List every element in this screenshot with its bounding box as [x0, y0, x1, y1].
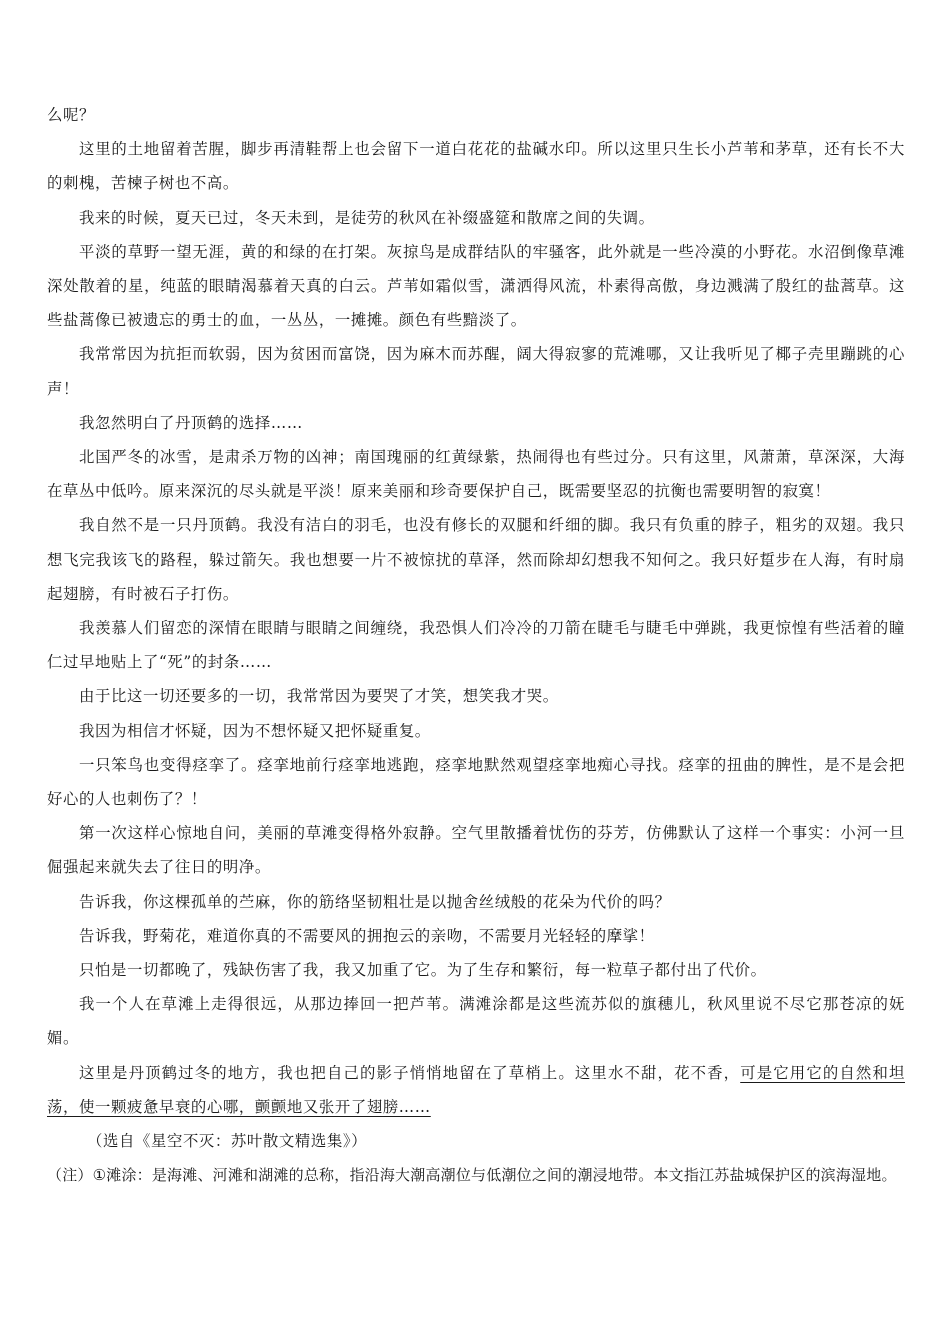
paragraph: 这里的土地留着苦腥，脚步再清鞋帮上也会留下一道白花花的盐碱水印。所以这里只生长小芦苇和茅草，还有长不大的刺槐，苦楝子树也不高。: [47, 140, 905, 193]
paragraph: 我自然不是一只丹顶鹤。我没有洁白的羽毛，也没有修长的双腿和纤细的脚。我只有负重的脖子，粗劣的双翅。我只想飞完我该飞的路程，躲过箭矢。我也想要一片不被惊扰的草泽，然而除却幻想我不知何之。我只好踅步在人海，有时扇起翅膀，有时被石子打伤。: [47, 516, 905, 603]
underlined-sentence: 可是它用它的自然和坦荡，使一颗疲惫早衰的心哪，颤颤地又张开了翅膀……: [47, 1063, 905, 1116]
paragraph: 我常常因为抗拒而软弱，因为贫困而富饶，因为麻木而苏醒，阔大得寂寥的荒滩哪，又让我听见了椰子壳里蹦跳的心声！: [47, 345, 905, 398]
paragraph: 一只笨鸟也变得痉挛了。痉挛地前行痉挛地逃跑，痉挛地默然观望痉挛地痴心寻找。痉挛的扭曲的脾性，是不是会把好心的人也刺伤了？！: [47, 755, 905, 809]
paragraph: 北国严冬的冰雪，是肃杀万物的凶神；南国瑰丽的红黄绿紫，热闹得也有些过分。只有这里，风萧萧，草深深，大海在草丛中低吟。原来深沉的尽头就是平淡！原来美丽和珍奇要保护自己，既需要坚忍的抗衡也需要明智的寂寞！: [47, 448, 905, 501]
paragraph: 我来的时候，夏天已过，冬天未到，是徒劳的秋风在补缀盛筵和散席之间的失调。: [79, 208, 655, 227]
last-paragraph-text: 这里是丹顶鹤过冬的地方，我也把自己的影子悄悄地留在了草梢上。这里水不甜，花不香，: [79, 1063, 741, 1082]
paragraph: 告诉我，你这棵孤单的苎麻，你的筋络坚韧粗壮是以抛舍丝绒般的花朵为代价的吗？: [79, 892, 671, 911]
paragraph: 只怕是一切都晚了，残缺伤害了我，我又加重了它。为了生存和繁衍，每一粒草子都付出了代价。: [79, 961, 767, 980]
paragraph: 我羡慕人们留恋的深情在眼睛与眼睛之间缠绕，我恐惧人们冷冷的刀箭在睫毛与睫毛中弹跳，我更惊惶有些活着的瞳仁过早地贴上了“死”的封条……: [47, 619, 905, 672]
footnote: （注）①滩涂：是海滩、河滩和湖滩的总称，指沿海大潮高潮位与低潮位之间的潮浸地带。本文指江苏盐城保护区的滨海湿地。: [47, 1166, 897, 1185]
paragraph: 我一个人在草滩上走得很远，从那边捧回一把芦苇。满滩涂都是这些流苏似的旗穗儿，秋风里说不尽它那苍凉的妩媚。: [47, 995, 905, 1048]
paragraph: 由于比这一切还要多的一切，我常常因为要哭了才笑，想笑我才哭。: [79, 687, 559, 706]
paragraph-fragment: 么呢？: [47, 106, 95, 124]
essay-body: [47, 98, 905, 1193]
paragraph: 第一次这样心惊地自问，美丽的草滩变得格外寂静。空气里散播着忧伤的芬芳，仿佛默认了这样一个事实：小河一旦倔强起来就失去了往日的明净。: [47, 824, 905, 877]
paragraph: 平淡的草野一望无涯，黄的和绿的在打架。灰掠鸟是成群结队的牢骚客，此外就是一些冷漠的小野花。水沼倒像草滩深处散着的星，纯蓝的眼睛渴慕着天真的白云。芦苇如霜似雪，潇洒得风流，朴素得高傲，身边溅满了殷红的盐蒿草。这些盐蒿像已被遗忘的勇士的血，一丛丛，一摊摊。颜色有些黯淡了。: [47, 242, 905, 330]
paragraph: 告诉我，野菊花，难道你真的不需要风的拥抱云的亲吻，不需要月光轻轻的摩挲！: [79, 926, 655, 945]
paragraph: 我因为相信才怀疑，因为不想怀疑又把怀疑重复。: [79, 721, 431, 740]
last-paragraph: [47, 1056, 905, 1124]
paragraph: 我忽然明白了丹顶鹤的选择……: [79, 413, 303, 432]
source-citation: （选自《星空不灭：苏叶散文精选集》）: [87, 1132, 368, 1151]
